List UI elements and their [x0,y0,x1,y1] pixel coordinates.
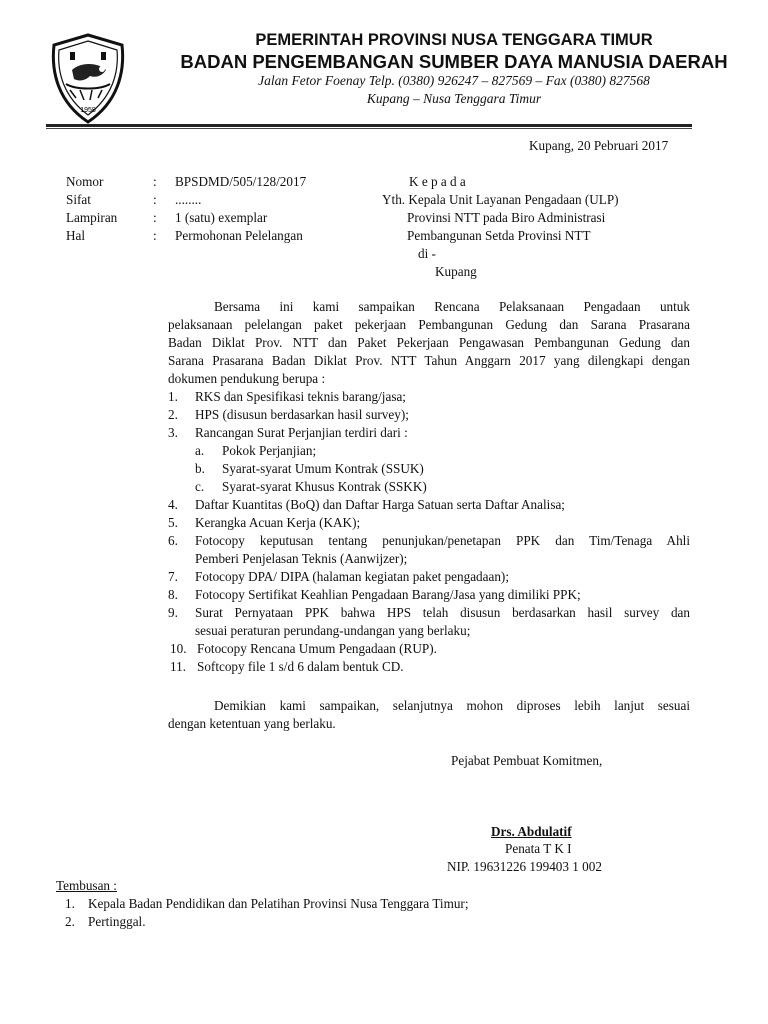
meta-sep: : [153,192,157,207]
cc-item-text: Pertinggal. [88,914,146,929]
list-item-text: Fotocopy DPA/ DIPA (halaman kegiatan paket pengadaan); [195,569,509,584]
list-item-text: RKS dan Spesifikasi teknis barang/jasa; [195,389,406,404]
list-item-text: Daftar Kuantitas (BoQ) dan Daftar Harga Satuan serta Daftar Analisa; [195,497,565,512]
sub-item-text: Syarat-syarat Khusus Kontrak (SSKK) [222,479,427,494]
list-item-number: 6. [168,533,178,548]
meta-sep: : [153,228,157,243]
list-item-number: 3. [168,425,178,440]
sub-item-letter: b. [195,461,205,476]
meta-sep: : [153,210,157,225]
list-item-number: 1. [168,389,178,404]
intro-line: Bersama ini kami sampaikan Rencana Pelaksanaan Pengadaan untuk [214,299,690,314]
sub-item-text: Pokok Perjanjian; [222,443,317,458]
recipient-heading: K e p a d a [409,174,466,189]
list-item-text: HPS (disusun berdasarkan hasil survey); [195,407,409,422]
recipient-line-4: di - [418,246,436,261]
signatory-position: Pejabat Pembuat Komitmen, [451,753,603,768]
signatory-nip: NIP. 19631226 199403 1 002 [447,859,602,874]
list-item-text [195,604,690,640]
list-item-text: Fotocopy Rencana Umum Pengadaan (RUP). [197,641,437,656]
letterhead-government: PEMERINTAH PROVINSI NUSA TENGGARA TIMUR [255,31,653,49]
recipient-city: Kupang [435,264,477,279]
list-item-number: 10. [170,641,187,656]
cc-item-text: Kepala Badan Pendidikan dan Pelatihan Provinsi Nusa Tenggara Timur; [88,896,469,911]
intro-line: Sarana Prasarana Badan Diklat Prov. NTT Tahun Anggarn 2017 yang dilengkapi dengan [168,353,690,368]
letterhead-address: Jalan Fetor Foenay Telp. (0380) 926247 – 827569 – Fax (0380) 827568 [258,73,650,88]
list-item-text: Softcopy file 1 s/d 6 dalam bentuk CD. [197,659,404,674]
recipient-line-1: Yth. Kepala Unit Layanan Pengadaan (ULP) [382,192,619,207]
cc-item-number: 2. [65,914,75,929]
list-item-number: 4. [168,497,178,512]
list-item-number: 11. [170,659,186,674]
list-item-number: 7. [168,569,178,584]
intro-line: dokumen pendukung berupa : [168,371,326,386]
signatory-rank: Penata T K I [505,841,572,856]
letterhead-divider [46,124,692,127]
meta-label-nomor: Nomor [66,174,104,189]
sub-item-text: Syarat-syarat Umum Kontrak (SSUK) [222,461,424,476]
list-item-number: 8. [168,587,178,602]
list-item-text [195,532,690,568]
meta-label-hal: Hal [66,228,86,243]
closing-line: dengan ketentuan yang berlaku. [168,716,336,731]
sub-item-letter: c. [195,479,205,494]
list-item-text: Rancangan Surat Perjanjian terdiri dari : [195,425,408,440]
cc-item-number: 1. [65,896,75,911]
recipient-line-3: Pembangunan Setda Provinsi NTT [407,228,591,243]
list-item-text: Fotocopy Sertifikat Keahlian Pengadaan Barang/Jasa yang dimiliki PPK; [195,587,581,602]
government-emblem-logo [46,32,130,126]
letterhead-divider-thin [46,128,692,129]
list-item-number: 5. [168,515,178,530]
meta-value-hal: Permohonan Pelelangan [175,228,303,243]
list-item-line: Surat Pernyataan PPK bahwa HPS telah disusun berdasarkan hasil survey dan [195,605,690,620]
list-item-line: sesuai peraturan perundang-undangan yang berlaku; [195,623,471,638]
recipient-line-2: Provinsi NTT pada Biro Administrasi [407,210,606,225]
meta-value-sifat: ........ [175,192,202,207]
meta-label-sifat: Sifat [66,192,91,207]
letterhead-city: Kupang – Nusa Tenggara Timur [366,91,542,106]
logo-year: 1958 [80,107,96,114]
list-item-line: Fotocopy keputusan tentang penunjukan/penetapan PPK dan Tim/Tenaga Ahli [195,533,690,548]
intro-line: pelaksanaan pelelangan paket pekerjaan Pembangunan Gedung dan Sarana Prasarana [168,317,690,332]
meta-value-lampiran: 1 (satu) exemplar [175,210,268,225]
meta-value-nomor: BPSDMD/505/128/2017 [175,174,307,189]
letter-date: Kupang, 20 Pebruari 2017 [529,138,669,153]
closing-paragraph [168,697,690,733]
meta-label-lampiran: Lampiran [66,210,118,225]
intro-paragraph [168,298,690,388]
cc-heading: Tembusan : [56,878,117,893]
intro-line: Badan Diklat Prov. NTT dan Paket Pekerjaan Pengawasan Pembangunan Gedung dan [168,335,690,350]
sub-item-letter: a. [195,443,205,458]
closing-line: Demikian kami sampaikan, selanjutnya mohon diproses lebih lanjut sesuai [214,698,690,713]
list-item-text: Kerangka Acuan Kerja (KAK); [195,515,361,530]
meta-sep: : [153,174,157,189]
list-item-number: 2. [168,407,178,422]
list-item-line: Pemberi Penjelasan Teknis (Aanwijzer); [195,551,408,566]
letterhead-agency: BADAN PENGEMBANGAN SUMBER DAYA MANUSIA DAERAH [180,51,728,72]
signatory-name: Drs. Abdulatif [491,824,572,839]
list-item-number: 9. [168,605,178,620]
